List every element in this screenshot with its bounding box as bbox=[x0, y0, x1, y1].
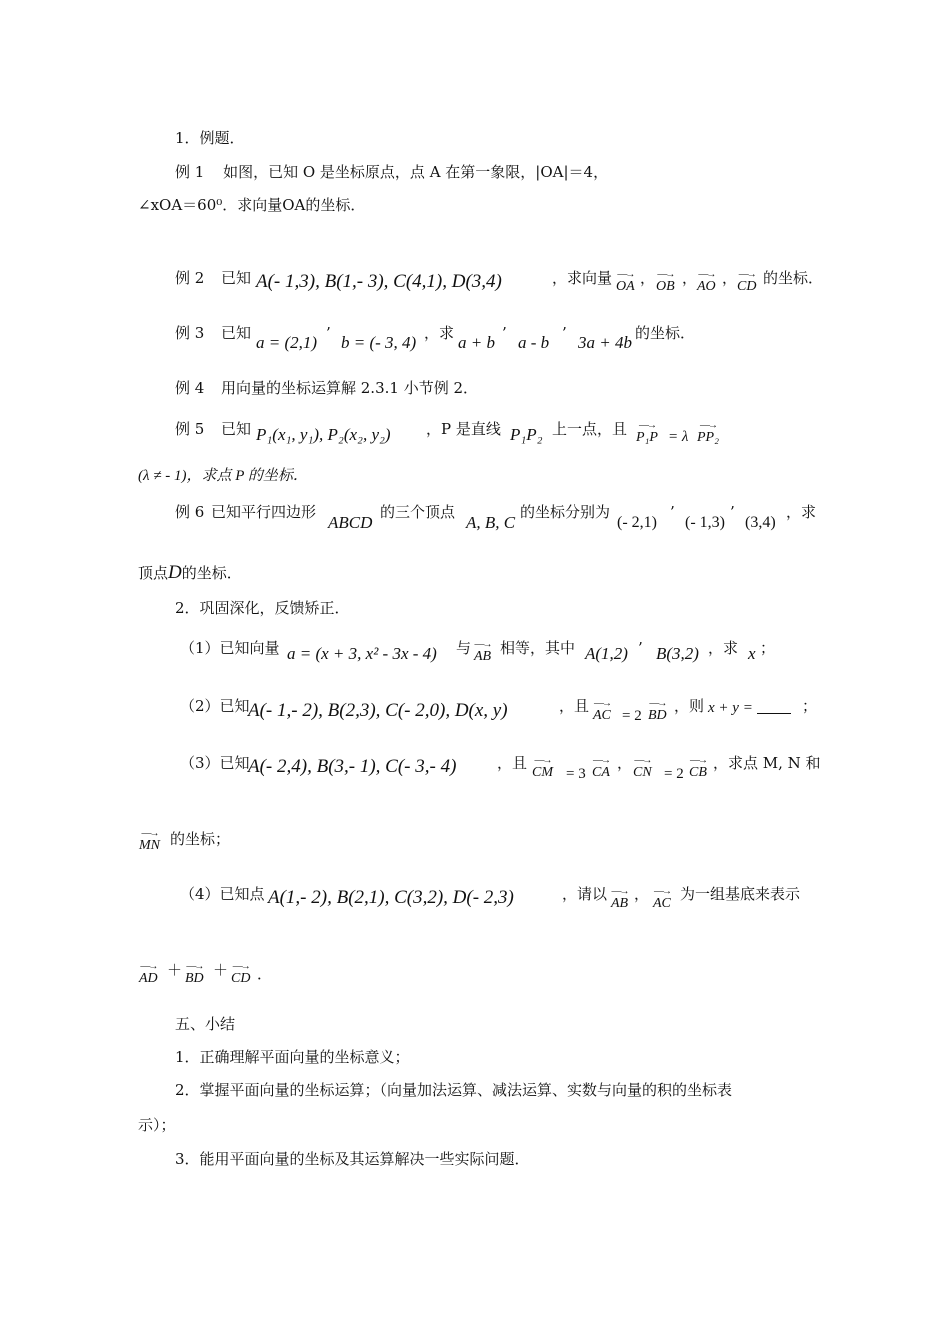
separator: ， bbox=[640, 269, 656, 287]
summary-item-1: 1．正确理解平面向量的坐标意义； bbox=[175, 1048, 410, 1066]
vector-PP2: —→ PP₂ bbox=[697, 422, 719, 446]
question-text: ； bbox=[760, 639, 776, 657]
equals-3: = 3 bbox=[566, 766, 586, 782]
example-text: 的三个顶点 bbox=[380, 503, 456, 521]
example-text: ，求 bbox=[786, 503, 817, 521]
example-text: 用向量的坐标运算解 2.3.1 小节例 2． bbox=[221, 379, 479, 397]
points-expression: A(- 2,4), B(3,- 1), C(- 3,- 4) bbox=[248, 756, 457, 777]
separator: ’ bbox=[562, 324, 567, 342]
example-1-line-2: ∠xOA＝60⁰．求向量OA的坐标． bbox=[138, 196, 366, 214]
summary-item-2-continued: 示）； bbox=[138, 1116, 176, 1134]
separator: ， bbox=[722, 269, 738, 287]
vector-P1P: —→ P₁P bbox=[636, 422, 658, 446]
points-expression: A(1,- 2), B(2,1), C(3,2), D(- 2,3) bbox=[268, 887, 514, 908]
sum-expression: a + b bbox=[458, 333, 495, 352]
point-A: A(1,2) bbox=[585, 644, 628, 663]
vector-CM: —→ CM bbox=[532, 757, 553, 781]
vector-CA: —→ CA bbox=[592, 757, 610, 781]
example-text: 上一点，且 bbox=[552, 420, 628, 438]
vertex-names: A, B, C bbox=[466, 513, 516, 532]
question-text: 相等，其中 bbox=[500, 639, 576, 657]
variable-x: x bbox=[748, 644, 756, 663]
example-text: 已知 bbox=[221, 269, 252, 287]
example-text: 的坐标． bbox=[763, 269, 824, 287]
summary-item-3: 3．能用平面向量的坐标及其运算解决一些实际问题． bbox=[175, 1150, 530, 1168]
example-5-label: 例 5 bbox=[175, 420, 205, 438]
question-text: ，且 bbox=[497, 754, 528, 772]
period: ． bbox=[257, 965, 273, 983]
separator: ， bbox=[634, 885, 650, 903]
question-text: ，请以 bbox=[562, 885, 608, 903]
vector-CN: —→ CN bbox=[633, 757, 652, 781]
question-2-label: （2）已知 bbox=[180, 697, 250, 715]
section-heading-examples: 1．例题． bbox=[175, 129, 245, 147]
example-text: 已知平行四边形 bbox=[211, 503, 317, 521]
example-6-label: 例 6 bbox=[175, 503, 205, 521]
coordinate-3: (3,4) bbox=[745, 514, 776, 531]
vector-CB: —→ CB bbox=[689, 757, 707, 781]
question-3-label: （3）已知 bbox=[180, 754, 250, 772]
question-text: ，求 bbox=[708, 639, 739, 657]
question-text: 的坐标； bbox=[170, 830, 231, 848]
vector-a-expression: a = (x + 3, x² - 3x - 4) bbox=[287, 644, 437, 663]
example-text: ，求 bbox=[424, 324, 455, 342]
points-expression: A(- 1,3), B(1,- 3), C(4,1), D(3,4) bbox=[256, 271, 502, 292]
example-3-label: 例 3 bbox=[175, 324, 205, 342]
example-1-line-1 bbox=[175, 162, 608, 182]
question-text: 为一组基底来表示 bbox=[680, 885, 801, 903]
example-4-label: 例 4 bbox=[175, 379, 205, 397]
vector-BD: —→ BD bbox=[185, 963, 204, 987]
equals-lambda: = λ bbox=[668, 429, 689, 445]
combination-expression: 3a + 4b bbox=[578, 333, 632, 352]
section-heading-practice: 2．巩固深化，反馈矫正． bbox=[175, 599, 350, 617]
line-name: P₁P₂ bbox=[510, 425, 543, 444]
points-expression: P₁(x₁, y₁), P₂(x₂, y₂) bbox=[256, 425, 391, 444]
example-2-label: 例 2 bbox=[175, 269, 205, 287]
question-text: ，则 bbox=[674, 697, 705, 715]
vector-AO: —→ AO bbox=[697, 271, 716, 295]
example-text: 已知 bbox=[221, 324, 252, 342]
coordinate-1: (- 2,1) bbox=[617, 514, 657, 531]
example-6-line-2 bbox=[138, 563, 242, 583]
separator: ’ bbox=[638, 639, 643, 657]
sum-text: x + y = bbox=[708, 700, 753, 716]
question-text: 与 bbox=[456, 639, 472, 657]
difference-expression: a - b bbox=[518, 333, 550, 352]
vertex-D: D bbox=[168, 562, 182, 583]
question-1-label: （1）已知向量 bbox=[180, 639, 280, 657]
question-4-label: （4）已知点 bbox=[180, 885, 265, 903]
separator: ’ bbox=[670, 503, 675, 521]
separator: ， bbox=[682, 269, 698, 287]
points-expression: A(- 1,- 2), B(2,3), C(- 2,0), D(x, y) bbox=[248, 700, 508, 721]
vector-BD: —→ BD bbox=[648, 700, 667, 724]
example-text: 的坐标． bbox=[635, 324, 696, 342]
equals-2: = 2 bbox=[622, 708, 642, 724]
summary-item-2: 2．掌握平面向量的坐标运算；（向量加法运算、减法运算、实数与向量的积的坐标表 bbox=[175, 1081, 733, 1099]
summary-heading: 五、小结 bbox=[175, 1015, 236, 1033]
shape-name: ABCD bbox=[328, 513, 373, 532]
example-text: 已知 bbox=[221, 420, 252, 438]
equals-2: = 2 bbox=[664, 766, 684, 782]
vector-CD: —→ CD bbox=[737, 271, 756, 295]
question-text: ，求点 M, N 和 bbox=[713, 754, 821, 772]
vector-a-expression: a = (2,1) bbox=[256, 333, 318, 352]
sum-expression bbox=[708, 698, 791, 718]
vector-AC: —→ AC bbox=[593, 700, 611, 724]
plus-sign: ＋ bbox=[167, 961, 183, 979]
example-text: 的坐标． bbox=[181, 564, 242, 582]
vector-OB: —→ OB bbox=[656, 271, 675, 295]
vector-b-expression: b = (- 3, 4) bbox=[341, 333, 417, 352]
example-text: 如图，已知 O 是坐标原点，点 A 在第一象限，|OA|＝4， bbox=[223, 163, 609, 181]
point-B: B(3,2) bbox=[656, 644, 699, 663]
vector-MN: —→ MN bbox=[139, 830, 160, 854]
example-text: 的坐标分别为 bbox=[520, 503, 611, 521]
separator: ， bbox=[617, 754, 633, 772]
example-5-condition: (λ ≠ - 1)，求点 P 的坐标． bbox=[138, 468, 308, 484]
separator: ’ bbox=[730, 503, 735, 521]
vector-AB: —→ AB bbox=[611, 888, 628, 912]
example-label: 例 1 bbox=[175, 163, 205, 181]
question-text: ； bbox=[802, 697, 818, 715]
example-text: 顶点 bbox=[138, 564, 169, 582]
coordinate-2: (- 1,3) bbox=[685, 514, 725, 531]
answer-blank[interactable] bbox=[757, 699, 791, 714]
vector-AC: —→ AC bbox=[653, 888, 671, 912]
vector-AB: —→ AB bbox=[474, 641, 491, 665]
example-text: ，P 是直线 bbox=[426, 420, 501, 438]
separator: ’ bbox=[502, 324, 507, 342]
vector-CD: —→ CD bbox=[231, 963, 250, 987]
example-text: ，求向量 bbox=[552, 269, 613, 287]
question-text: ，且 bbox=[559, 697, 590, 715]
separator: ’ bbox=[326, 324, 331, 342]
vector-AD: —→ AD bbox=[139, 963, 158, 987]
vector-OA: —→ OA bbox=[616, 271, 635, 295]
plus-sign: ＋ bbox=[213, 961, 229, 979]
